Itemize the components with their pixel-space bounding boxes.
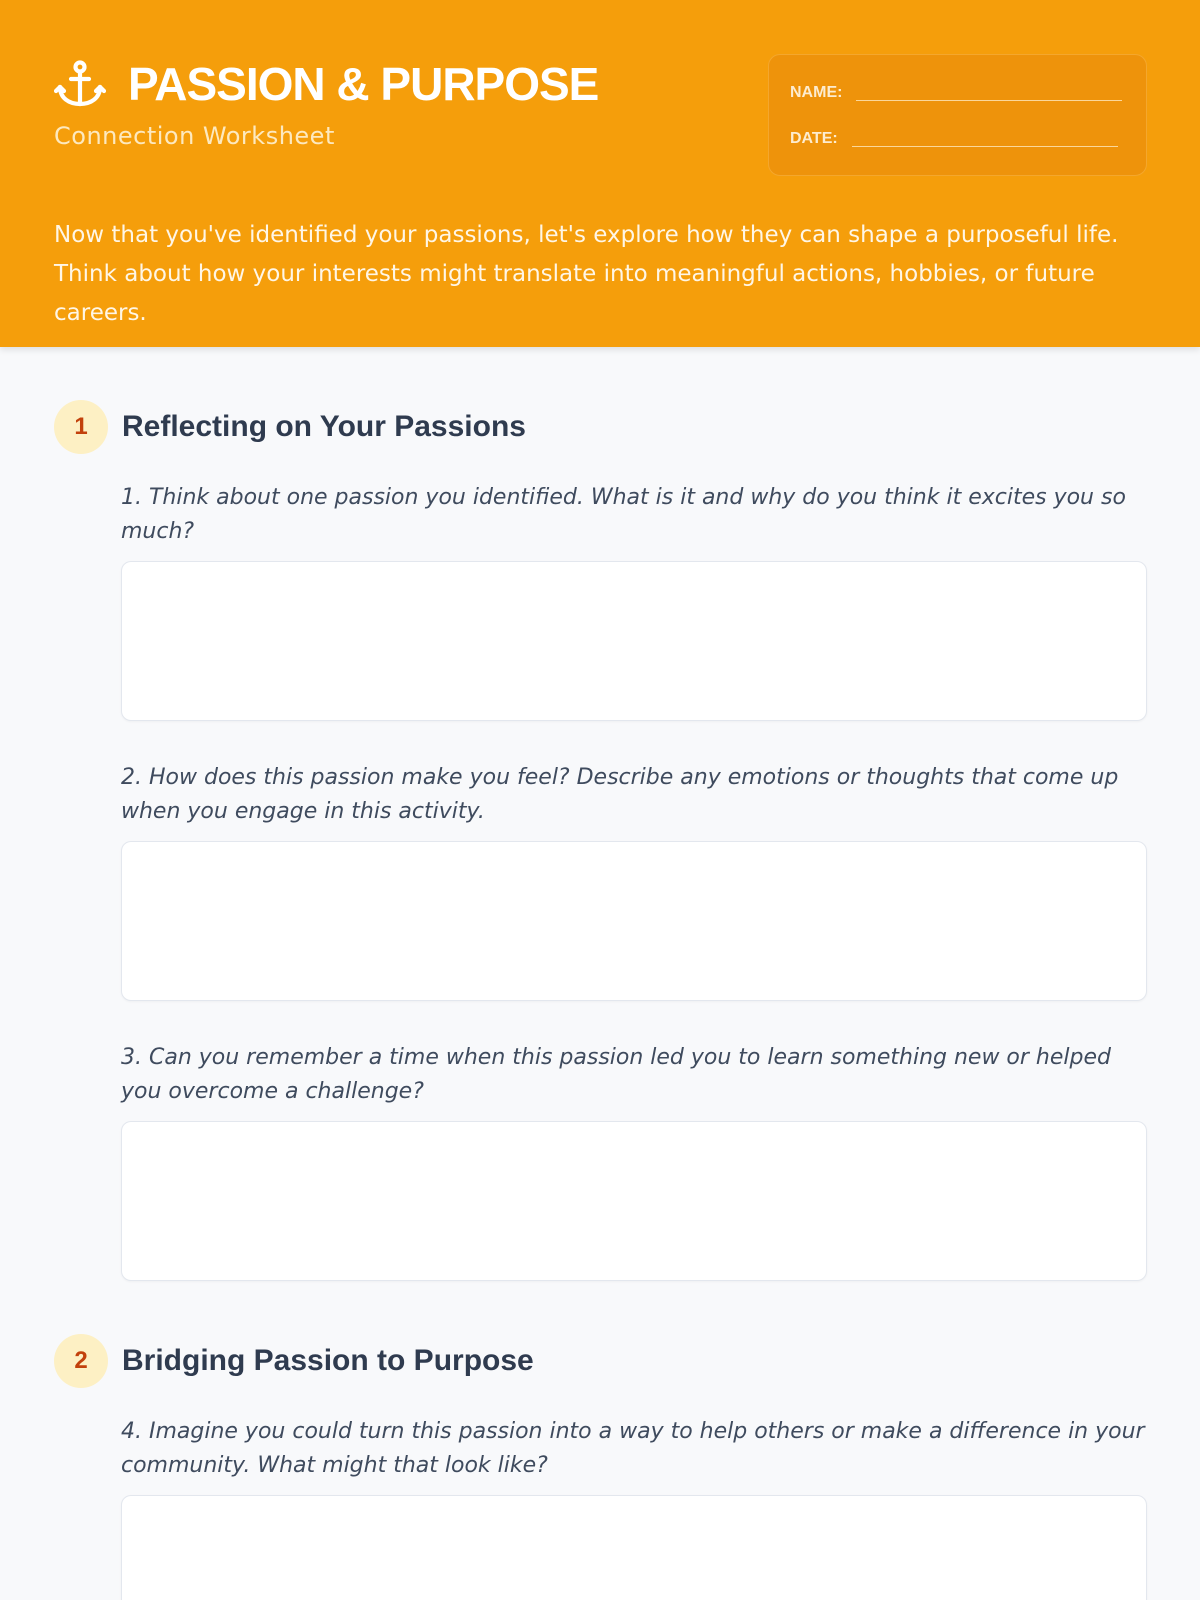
question-2: 2. How does this passion make you feel? Describe any emotions or thoughts that come up when you engage in this activity. [121,765,1119,824]
brand [54,56,598,112]
answer-box-3[interactable] [121,1121,1147,1281]
date-field[interactable] [852,146,1118,147]
name-row [790,83,1122,103]
section-2-header [54,1334,534,1388]
section-title: Reflecting on Your Passions [122,410,526,443]
anchor-icon [54,58,106,110]
answer-box-4[interactable] [121,1495,1147,1600]
question-3: 3. Can you remember a time when this passion led you to learn something new or helped you overcome a challenge? [121,1045,1111,1104]
worksheet-header [0,0,1200,347]
section-1-header [54,400,526,454]
name-date-box [768,54,1147,176]
answer-box-2[interactable] [121,841,1147,1001]
question-4: 4. Imagine you could turn this passion into a way to help others or make a difference in your community. What might that look like? [121,1419,1145,1478]
section-title: Bridging Passion to Purpose [122,1344,534,1377]
question-1: 1. Think about one passion you identified. What is it and why do you think it excites you so much? [121,485,1126,544]
name-label: NAME: [790,84,843,101]
section-number-badge: 2 [54,1334,108,1388]
page-title: PASSION & PURPOSE [128,58,599,110]
name-field[interactable] [856,100,1122,101]
section-number-badge: 1 [54,400,108,454]
date-label: DATE: [790,130,838,147]
intro-text: Now that you've identified your passions, let's explore how they can shape a purposeful life. Think about how your interests might translate into meaningful actions, hobbies, or future careers. [54,222,1119,326]
page-subtitle: Connection Worksheet [54,122,335,150]
answer-box-1[interactable] [121,561,1147,721]
date-row [790,129,1118,149]
